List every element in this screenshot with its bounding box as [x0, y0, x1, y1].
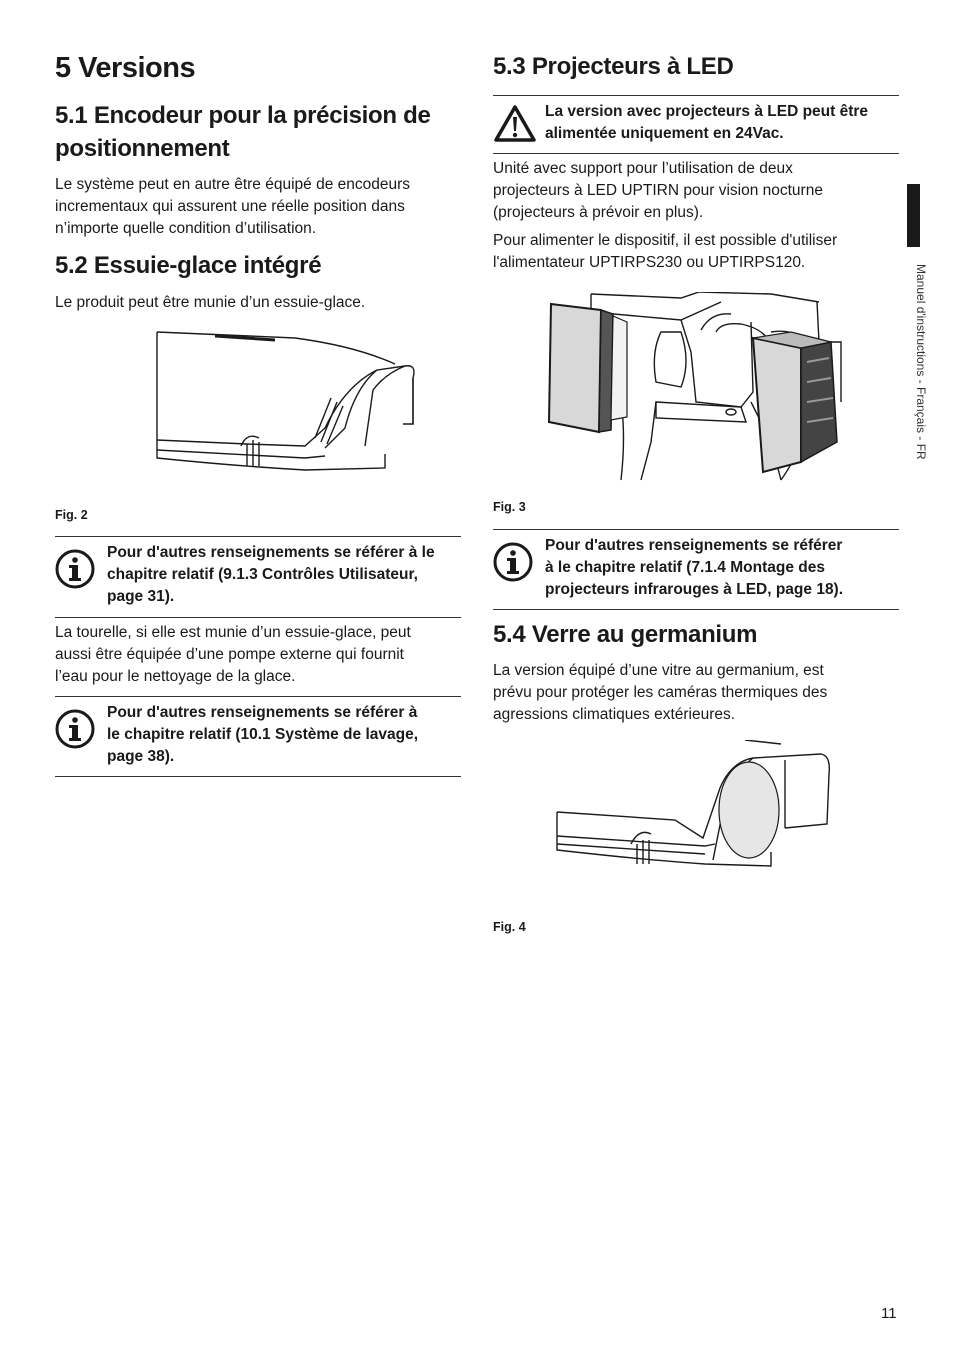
- paragraph-pump-line1: La tourelle, si elle est munie d’un essuie-glace, peut: [55, 624, 411, 641]
- info-note-1-line3: page 31).: [107, 588, 175, 605]
- info-note-2: [55, 696, 461, 777]
- chapter-title: 5 Versions: [55, 52, 196, 84]
- germanium-housing-illustration: [555, 740, 835, 900]
- paragraph-5-3-line2: projecteurs à LED UPTIRN pour vision nocturne: [493, 182, 823, 199]
- info-note-1-line2: chapitre relatif (9.1.3 Contrôles Utilisateur,: [107, 566, 418, 583]
- info-note-3: [493, 529, 899, 610]
- info-icon: [55, 709, 95, 749]
- paragraph-5-4-line1: La version équipé d’une vitre au germanium, est: [493, 662, 824, 679]
- info-note-3-line3: projecteurs infrarouges à LED, page 18).: [545, 581, 844, 598]
- info-note-3-line2: à le chapitre relatif (7.1.4 Montage des: [545, 559, 825, 576]
- paragraph-5-4-line2: prévu pour protéger les caméras thermiques des: [493, 684, 828, 701]
- heading-5-3: 5.3 Projecteurs à LED: [493, 53, 734, 80]
- paragraph-5-4-line3: agressions climatiques extérieures.: [493, 706, 736, 723]
- warning-icon: [493, 104, 537, 144]
- heading-5-2: 5.2 Essuie-glace intégré: [55, 252, 322, 279]
- info-note-2-line1: Pour d'autres renseignements se référer à: [107, 704, 418, 721]
- heading-5-1-line2: positionnement: [55, 135, 230, 162]
- figure-label-2: Fig. 2: [55, 508, 88, 522]
- figure-label-4: Fig. 4: [493, 920, 526, 934]
- info-icon: [493, 542, 533, 582]
- warning-line1: La version avec projecteurs à LED peut être: [545, 103, 869, 120]
- paragraph-5-1-line3: n’importe quelle condition d’utilisation.: [55, 220, 317, 237]
- paragraph-5-1-line2: incrementaux qui assurent une réelle position dans: [55, 198, 405, 215]
- paragraph-5-3-line4: Pour alimenter le dispositif, il est possible d'utiliser: [493, 232, 838, 249]
- paragraph-5-3-line1: Unité avec support pour l’utilisation de deux: [493, 160, 793, 177]
- chapter-tab-marker: [907, 184, 920, 247]
- figure-label-3: Fig. 3: [493, 500, 526, 514]
- info-note-3-line1: Pour d'autres renseignements se référer: [545, 537, 843, 554]
- sidebar-manual-label: Manuel d'instructions - Français - FR: [914, 264, 928, 460]
- wiper-housing-illustration: [155, 328, 465, 478]
- paragraph-5-3-line5: l'alimentateur UPTIRPS230 ou UPTIRPS120.: [493, 254, 806, 271]
- paragraph-5-1-line1: Le système peut en autre être équipé de encodeurs: [55, 176, 411, 193]
- info-note-2-line3: page 38).: [107, 748, 175, 765]
- warning-line2: alimentée uniquement en 24Vac.: [545, 125, 784, 142]
- paragraph-5-2: Le produit peut être munie d’un essuie-glace.: [55, 294, 366, 311]
- info-note-2-line2: le chapitre relatif (10.1 Système de lavage,: [107, 726, 419, 743]
- info-icon: [55, 549, 95, 589]
- page-number: 11: [881, 1305, 897, 1322]
- info-note-1-line1: Pour d'autres renseignements se référer à le: [107, 544, 435, 561]
- paragraph-5-3-line3: (projecteurs à prévoir en plus).: [493, 204, 704, 221]
- heading-5-4: 5.4 Verre au germanium: [493, 621, 758, 648]
- paragraph-pump-line2: aussi être équipée d’une pompe externe qui fournit: [55, 646, 404, 663]
- heading-5-1-line1: 5.1 Encodeur pour la précision de: [55, 102, 431, 129]
- info-note-1: [55, 536, 461, 618]
- warning-note: [493, 95, 899, 154]
- led-projectors-illustration: [541, 292, 853, 482]
- paragraph-pump-line3: l’eau pour le nettoyage de la glace.: [55, 668, 296, 685]
